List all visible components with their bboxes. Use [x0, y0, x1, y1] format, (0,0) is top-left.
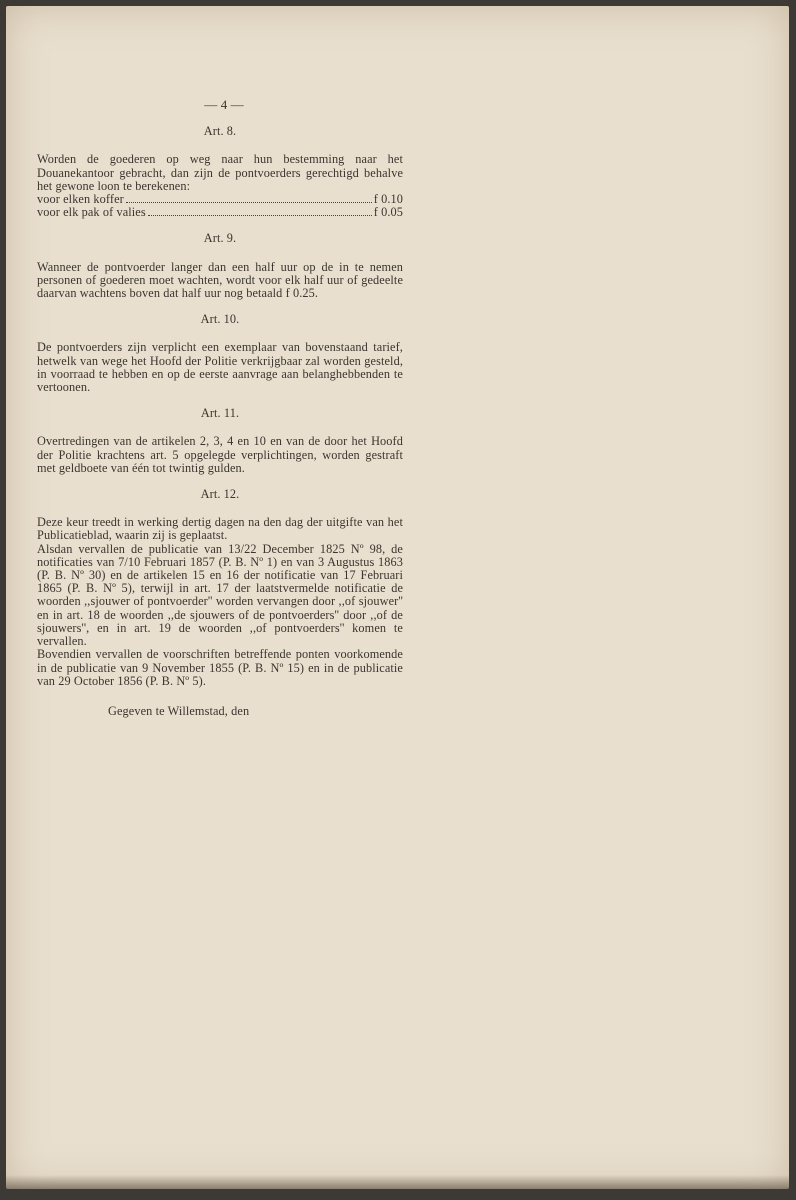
article-10 [37, 341, 403, 394]
document-page [6, 6, 789, 1189]
article-9-heading: Art. 9. [203, 231, 237, 246]
article-9 [37, 261, 403, 301]
article-9-text: Wanneer de pontvoerder langer dan een half uur op de in te nemen personen of goederen moet wachten, wordt voor elk half uur of gedeelte daarvan wachtens boven dat half uur nog betaald f 0.25. [37, 259, 403, 301]
rate-row [37, 206, 403, 219]
article-8 [37, 153, 403, 219]
page-number: — 4 — [204, 97, 244, 112]
closing-line: Gegeven te Willemstad, den [108, 703, 250, 718]
dot-leader [126, 193, 372, 203]
article-12 [37, 516, 403, 688]
rate-amount: f 0.05 [373, 205, 403, 220]
article-11-text: Overtredingen van de artikelen 2, 3, 4 en 10 en van de door het Hoofd der Politie krachtens art. 5 opgelegde verplichtingen, worden gestraft met geldboete van één tot twintig gulden. [37, 434, 403, 475]
article-12-heading: Art. 12. [200, 487, 240, 502]
article-12-paragraph-2: Alsdan vervallen de publicatie van 13/22 December 1825 Nº 98, de notificaties van 7/10 Februari 1857 (P. B. Nº 1) en van 3 Augustus 1863 (P. B. Nº 30) en de artikelen 15 en 16 der notificatie van 17 Februari 1865 (P. B. Nº 5), terwijl in art. 17 der laatstvermelde notificatie de woorden ,,sjouwer of pontvoerder'' worden vervangen door ,,of sjouwer'' en in art. 18 de woorden ,,de sjouwers of de pontvoerders'' door ,,of de sjouwers'', en in art. 19 de woorden ,,of pontvoerders'' komen te vervallen. [37, 541, 403, 649]
rate-label: voor elken koffer [37, 192, 124, 207]
article-10-text: De pontvoerders zijn verplicht een exemplaar van bovenstaand tarief, hetwelk van wege het Hoofd der Politie verkrijgbaar zal worden gesteld, in voorraad te hebben en op de eerste aanvrage aan belanghebbenden te vertoonen. [37, 340, 403, 395]
article-8-intro: Worden de goederen op weg naar hun bestemming naar het Douanekantoor gebracht, dan zijn de pontvoerders gerechtigd behalve het gewone loon te berekenen: [37, 152, 403, 193]
rate-label: voor elk pak of valies [37, 205, 146, 220]
article-8-heading: Art. 8. [203, 124, 237, 139]
article-12-paragraph-3: Bovendien vervallen de voorschriften betreffende ponten voorkomende in de publicatie van 9 November 1855 (P. B. Nº 15) en in de publicatie van 29 October 1856 (P. B. Nº 5). [37, 647, 403, 688]
article-11-heading: Art. 11. [200, 406, 240, 421]
article-10-heading: Art. 10. [200, 312, 240, 327]
dot-leader [148, 206, 372, 216]
rate-amount: f 0.10 [373, 192, 403, 207]
article-12-paragraph-1: Deze keur treedt in werking dertig dagen na den dag der uitgifte van het Publicatieblad, waarin zij is geplaatst. [37, 515, 403, 543]
document-body [37, 98, 403, 718]
article-11 [37, 435, 403, 475]
